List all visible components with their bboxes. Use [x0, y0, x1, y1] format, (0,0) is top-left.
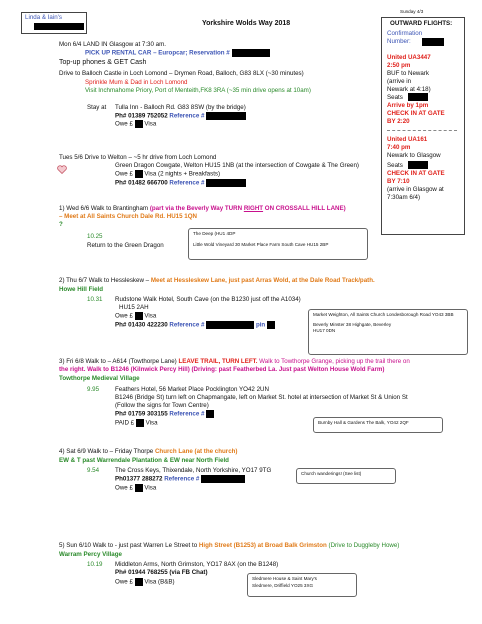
day1-return: Return to the Green Dragon [87, 242, 164, 249]
day1-prefix: 1) Wed 6/6 Walk to Brantingham [59, 205, 149, 212]
tue-line1: Tues 5/6 Drive to Welton – ~5 hr drive from Loch Lomond [59, 154, 217, 161]
top-left-label: Linda & Iain's [25, 14, 62, 21]
day1-note [188, 228, 368, 260]
day5-distance: 10.19 [87, 561, 103, 568]
arrive-by: Arrive by 1pm [387, 102, 429, 109]
mon-visa: Visa [144, 120, 157, 128]
tue-visa: Visa (2 nights + Breakfasts) [144, 170, 221, 178]
day3-phone: Ph# 01759 303155 [115, 410, 168, 418]
day3-follow: (Follow the signs for Town Centre) [115, 402, 209, 409]
redaction [135, 578, 143, 586]
flights-heading: OUTWARD FLIGHTS: [390, 20, 453, 27]
by-1: BY 2:20 [387, 118, 410, 125]
day3-distance: 9.95 [87, 386, 100, 393]
day3-house: Feathers Hotel, 56 Market Place Pocklington YO42 2UN [115, 386, 269, 393]
day2-prefix: 2) Thu 6/7 Walk to Hessleskew – [59, 277, 150, 284]
in-time: 7:40 pm [387, 144, 411, 151]
tue-ph-line [115, 179, 246, 187]
in-arrive-2: 7:30am 6/4) [387, 194, 421, 201]
day2-owe-line [115, 312, 156, 320]
redaction [135, 484, 143, 492]
redaction [408, 93, 428, 101]
redaction [135, 170, 143, 178]
day1-on: ON CROSSALL HILL LANE) [264, 205, 346, 212]
day3-directions-2: the right. Walk to B1246 (Kilnwick Percy Hill) (Driving: past Featherbed La. Just past Welton House Wold Farm) [59, 366, 385, 373]
day2-distance: 10.31 [87, 296, 103, 303]
day2-line [59, 277, 375, 285]
redaction [206, 112, 246, 120]
day4-distance: 9.54 [87, 467, 100, 474]
day2-meet: Meet at Hessleskew Lane, just past Arras Wold, at the Dale Road Track/path. [150, 277, 375, 284]
drive-line: Drive to Balloch Castle in Loch Lomond – Drymen Road, Balloch, G83 8LX (~30 minutes) [59, 70, 304, 77]
day5-note-line2: Sledmere, Driffield YO25 3XG [252, 582, 314, 588]
mon-owe: Owe £ [115, 120, 133, 128]
stay-place: Tulla Inn - Balloch Rd. G83 8SW (by the bridge) [115, 104, 246, 111]
day5-note [247, 573, 357, 597]
out-arrive: (arrive in [387, 78, 412, 85]
day2-note-line2: Beverly Minster 38 Highgate, Beverley [313, 321, 392, 327]
day4-line [59, 448, 237, 456]
day1-distance: 10.25 [87, 233, 103, 240]
redaction [34, 23, 84, 30]
day4-note [296, 468, 396, 484]
day5-owe-line [115, 578, 175, 586]
day3-reference: Reference # [169, 410, 205, 418]
top-left-label-box [21, 12, 87, 34]
visit-line: Visit Inchmahome Priory, Port of Menteith,FK8 3RA (~35 min drive opens at 10am) [85, 87, 311, 94]
day3-note [313, 417, 443, 433]
day5-prefix: 5) Sun 6/10 Walk to - just past Warren Le Street to [59, 542, 198, 549]
out-flight: United UA3447 [387, 54, 431, 61]
day3-prefix: 3) Fri 6/8 Walk to – A614 (Towthorpe Lane) [59, 358, 177, 365]
day1-note-line1: The Deep (HU1 4DP [193, 231, 236, 236]
day3-route: B1246 (Bridge St) turn left on Chapmangate, left on Market St. hotel at intersection of Market St & Union St [115, 394, 408, 401]
day5-visa: Visa (B&B) [144, 578, 175, 586]
day1-right: RIGHT [243, 205, 264, 212]
day3-visa: Visa [145, 419, 158, 427]
day2-note-line3: HU17 0DN [313, 328, 336, 334]
day2-reference: Reference # [169, 321, 205, 329]
day5-line [59, 542, 399, 550]
confirmation-label: Confirmation [387, 30, 423, 37]
day4-owe-line [115, 484, 156, 492]
day4-reference: Reference # [164, 475, 200, 483]
day4-note-text: Church wanderings! (See list) [301, 471, 362, 476]
page-title: Yorkshire Wolds Way 2018 [202, 20, 291, 27]
redaction [135, 120, 143, 128]
day4-owe: Owe £ [115, 484, 133, 492]
day5-owe: Owe £ [115, 578, 133, 586]
out-time: 2:50 pm [387, 62, 411, 69]
mon-date-line: Mon 6/4 LAND IN Glasgow at 7:30 am. [59, 41, 166, 48]
divider [387, 130, 457, 131]
pickup-line [85, 49, 270, 57]
redaction [136, 419, 144, 427]
number-label: Number: [387, 38, 411, 45]
day2-hotel: Rudstone Walk Hotel, South Cave (on the B1230 just off the A1034) [115, 296, 301, 303]
day1-note-line2: Little Wold Vineyard 30 Market Place Farm South Cave HU15 2BP [193, 241, 329, 247]
day2-postcode: HU15 2AH [119, 304, 149, 311]
day5-drive: (Drive to Duggleby Howe) [328, 542, 400, 549]
day3-village: Towthorpe Medieval Village [59, 375, 140, 382]
day2-visa: Visa [144, 312, 157, 320]
redaction [206, 321, 254, 329]
day4-prefix: 4) Sat 6/9 Walk to – Friday Thorpe [59, 448, 154, 455]
redaction [267, 321, 275, 329]
day1-line [59, 205, 346, 213]
redaction [135, 312, 143, 320]
mon-owe-line [115, 120, 156, 128]
day4-ph-line [115, 475, 245, 483]
day1-q: ? [59, 221, 63, 228]
day5-place: Middleton Arms, North Grimston, YO17 8AX (on the B1248) [115, 561, 279, 568]
redaction [422, 38, 444, 46]
checkin-1: CHECK IN AT GATE [387, 110, 445, 117]
day5-meet: High Street (B1253) at Broad Balk Grimston [198, 542, 327, 549]
redaction [206, 179, 246, 187]
day3-leave: LEAVE TRAIL, TURN LEFT. [178, 358, 258, 365]
day2-note [308, 309, 468, 355]
tue-phone: Ph# 01482 666700 [115, 179, 168, 187]
redaction [201, 475, 245, 483]
tue-owe: Owe £ [115, 170, 133, 178]
day3-ph-line [115, 410, 214, 418]
stay-label: Stay at [87, 104, 107, 111]
mon-phone: Ph# 01389 752052 [115, 112, 168, 120]
flights-box [381, 17, 465, 235]
day2-phone: Ph# 01430 422230 [115, 321, 168, 329]
day1-meet: – Meet at All Saints Church Dale Rd. HU15 1QN [59, 213, 197, 220]
by-2: BY 7:10 [387, 178, 410, 185]
topup-line: Top-up phones & GET Cash [59, 59, 147, 66]
day5-phone: Ph# 01944 768255 (via FB Chat) [115, 569, 208, 576]
seats-label: Seats [387, 94, 403, 101]
tue-line2: Green Dragon Cowgate, Welton HU15 1NB (at the intersection of Cowgate & The Green) [115, 162, 359, 169]
redaction [232, 49, 270, 57]
in-arrive: (arrive in Glasgow at [387, 186, 444, 193]
checkin-2: CHECK IN AT GATE [387, 170, 445, 177]
out-arrive-2: Newark at 4:18) [387, 86, 431, 93]
sunday-tag: Sunday 4/3 [400, 9, 424, 14]
day5-village: Warram Percy Village [59, 551, 122, 558]
day4-plantation: EW & T past Warrendale Plantation & EW near North Field [59, 457, 229, 464]
tue-reference: Reference # [169, 179, 205, 187]
day2-pin: pin [255, 321, 266, 329]
day3-paid-line [115, 419, 158, 427]
heart-icon [57, 165, 67, 174]
mon-reference: Reference # [169, 112, 205, 120]
day4-meet: Church Lane (at the church) [154, 448, 238, 455]
redaction [206, 410, 214, 418]
day1-directions: (part via the Beverly Way TURN [149, 205, 243, 212]
day3-directions: Walk to Towthorpe Grange, picking up the trail there on [259, 358, 410, 365]
day4-place: The Cross Keys, Thixendale, North Yorkshire, YO17 9TG [115, 467, 272, 474]
pickup-text: PICK UP RENTAL CAR – Europcar; Reservation # [85, 49, 230, 57]
out-route: BUF to Newark [387, 70, 429, 77]
day3-line [59, 358, 410, 366]
day2-ph-line [115, 321, 275, 329]
day3-note-text: Burnby Hall & Gardens The Balk, YO42 2QF [318, 420, 409, 425]
seats-label-2: Seats [387, 162, 403, 169]
tue-owe-line [115, 170, 220, 178]
in-route: Newark to Glasgow [387, 152, 441, 159]
in-flight: United UA161 [387, 136, 428, 143]
redaction [408, 161, 428, 169]
day2-owe: Owe £ [115, 312, 133, 320]
sprinkle-line: Sprinkle Mum & Dad in Loch Lomond [85, 79, 188, 86]
day2-note-line1: Market Weighton, All Saints Church Londesborough Road YO43 3BB [313, 312, 454, 317]
day4-visa: Visa [144, 484, 157, 492]
day3-paid: PAID £ [115, 419, 135, 427]
day4-phone: Ph01377 288272 [115, 475, 163, 483]
day2-farm: Howe Hill Field [59, 286, 104, 293]
day5-note-line1: Sledmere House & Saint Mary's [252, 576, 317, 581]
